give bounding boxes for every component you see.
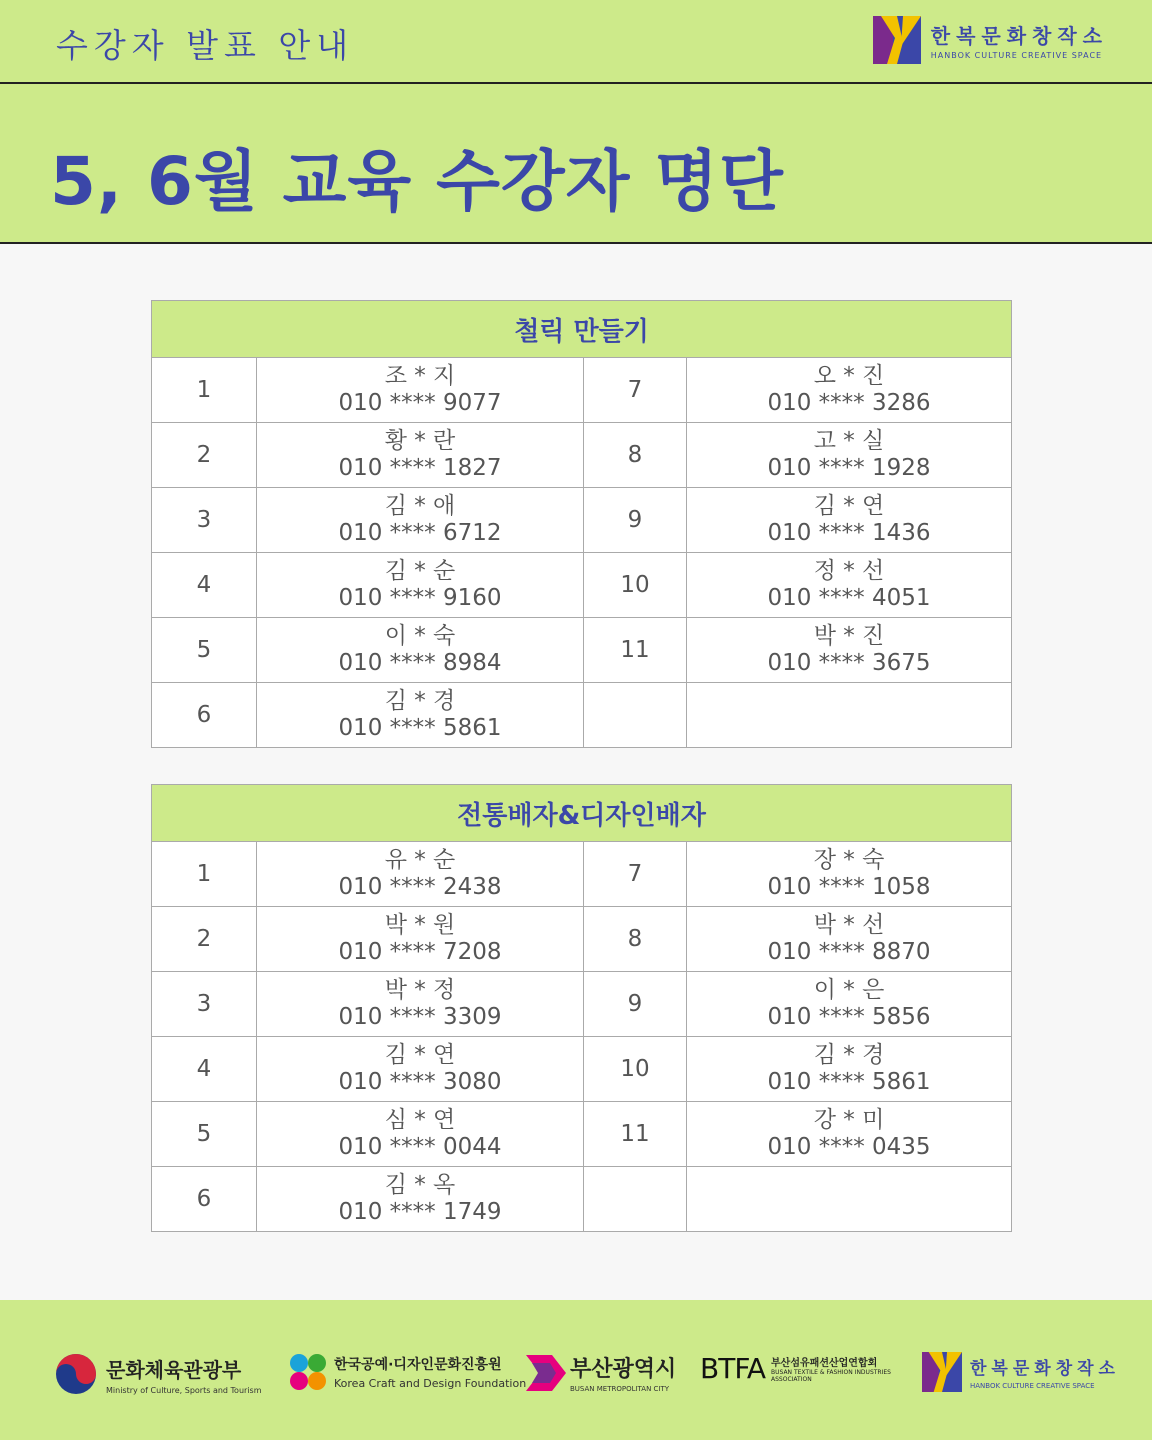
row-number xyxy=(584,1167,687,1232)
attendee-cell xyxy=(257,1102,584,1167)
attendee-name: 이 * 은 xyxy=(813,977,885,1003)
table-row xyxy=(152,842,1012,907)
row-number: 7 xyxy=(584,358,687,423)
row-number: 9 xyxy=(584,488,687,553)
row-number: 8 xyxy=(584,907,687,972)
table-row xyxy=(152,907,1012,972)
busan-name-english: BUSAN METROPOLITAN CITY xyxy=(570,1385,670,1393)
busan-mark-icon xyxy=(526,1355,566,1391)
row-number: 2 xyxy=(152,907,257,972)
attendee-phone: 010 **** 5856 xyxy=(767,1004,931,1030)
btfa-name: 부산섬유패션산업연합회 xyxy=(771,1358,878,1369)
attendee-cell xyxy=(257,358,584,423)
table-caption: 전통배자&디자인배자 xyxy=(152,785,1012,842)
attendee-phone: 010 **** 2438 xyxy=(338,874,502,900)
attendee-phone: 010 **** 7208 xyxy=(338,939,502,965)
attendee-phone: 010 **** 1058 xyxy=(767,874,931,900)
attendee-cell xyxy=(687,553,1012,618)
attendee-phone: 010 **** 1827 xyxy=(338,455,502,481)
attendee-cell xyxy=(687,972,1012,1037)
attendee-cell xyxy=(687,618,1012,683)
attendee-cell xyxy=(257,618,584,683)
taegeuk-icon xyxy=(54,1352,98,1396)
attendee-name: 김 * 경 xyxy=(384,688,456,714)
table-caption: 철릭 만들기 xyxy=(152,301,1012,358)
table-row xyxy=(152,358,1012,423)
attendee-phone: 010 **** 3675 xyxy=(767,650,931,676)
row-number: 1 xyxy=(152,842,257,907)
attendee-phone: 010 **** 6712 xyxy=(338,520,502,546)
attendee-name: 심 * 연 xyxy=(384,1107,456,1133)
attendee-name: 김 * 애 xyxy=(384,493,456,519)
hanbok-name-english: HANBOK CULTURE CREATIVE SPACE xyxy=(970,1382,1095,1390)
attendee-cell xyxy=(257,683,584,748)
attendee-name: 유 * 순 xyxy=(384,847,456,873)
attendee-name: 김 * 옥 xyxy=(384,1172,456,1198)
attendee-cell xyxy=(687,1167,1012,1232)
row-number: 5 xyxy=(152,618,257,683)
attendee-phone: 010 **** 0435 xyxy=(767,1134,931,1160)
btfa-mark: BTFA xyxy=(700,1352,766,1385)
row-number xyxy=(584,683,687,748)
attendee-phone: 010 **** 9077 xyxy=(338,390,502,416)
attendee-phone: 010 **** 1436 xyxy=(767,520,931,546)
footer-sponsors xyxy=(0,1300,1152,1440)
row-number: 4 xyxy=(152,553,257,618)
attendee-name: 장 * 숙 xyxy=(813,847,885,873)
attendee-cell xyxy=(257,972,584,1037)
attendee-phone: 010 **** 0044 xyxy=(338,1134,502,1160)
row-number: 3 xyxy=(152,488,257,553)
attendee-cell xyxy=(687,683,1012,748)
attendee-name: 고 * 실 xyxy=(813,428,885,454)
row-number: 8 xyxy=(584,423,687,488)
row-number: 10 xyxy=(584,553,687,618)
attendee-cell xyxy=(257,842,584,907)
table-row xyxy=(152,972,1012,1037)
attendee-phone: 010 **** 8984 xyxy=(338,650,502,676)
attendee-name: 이 * 숙 xyxy=(384,623,456,649)
attendee-phone: 010 **** 5861 xyxy=(338,715,502,741)
table-row xyxy=(152,488,1012,553)
attendee-name: 박 * 진 xyxy=(813,623,885,649)
mcst-name-english: Ministry of Culture, Sports and Tourism xyxy=(106,1385,262,1395)
kcdf-logo xyxy=(288,1352,526,1392)
kcdf-name-english: Korea Craft and Design Foundation xyxy=(334,1377,527,1390)
attendee-phone: 010 **** 8870 xyxy=(767,939,931,965)
hanbok-logo-icon xyxy=(873,16,921,64)
attendee-phone: 010 **** 1928 xyxy=(767,455,931,481)
attendee-name: 김 * 연 xyxy=(384,1042,456,1068)
attendee-cell xyxy=(687,1102,1012,1167)
attendee-phone: 010 **** 3080 xyxy=(338,1069,502,1095)
table-row xyxy=(152,683,1012,748)
page-subtitle: 수강자 발표 안내 xyxy=(56,26,355,65)
roster-table-cheollik xyxy=(151,300,1012,748)
row-number: 11 xyxy=(584,1102,687,1167)
attendee-name: 오 * 진 xyxy=(813,363,885,389)
attendee-phone: 010 **** 4051 xyxy=(767,585,931,611)
attendee-cell xyxy=(257,1167,584,1232)
brand-name: 한복문화창작소 xyxy=(930,24,1108,48)
attendee-cell xyxy=(257,553,584,618)
page-title: 5, 6월 교육 수강자 명단 xyxy=(50,143,784,220)
row-number: 6 xyxy=(152,683,257,748)
attendee-phone: 010 **** 3286 xyxy=(767,390,931,416)
attendee-name: 박 * 원 xyxy=(384,912,456,938)
row-number: 1 xyxy=(152,358,257,423)
busan-name: 부산광역시 xyxy=(570,1357,677,1382)
roster-table-baeja xyxy=(151,784,1012,1232)
attendee-cell xyxy=(687,423,1012,488)
mcst-name: 문화체육관광부 xyxy=(106,1357,242,1382)
attendee-cell xyxy=(687,842,1012,907)
kcdf-dots-icon xyxy=(288,1352,328,1392)
attendee-name: 정 * 선 xyxy=(813,558,885,584)
row-number: 3 xyxy=(152,972,257,1037)
row-number: 7 xyxy=(584,842,687,907)
row-number: 10 xyxy=(584,1037,687,1102)
row-number: 11 xyxy=(584,618,687,683)
attendee-name: 김 * 경 xyxy=(813,1042,885,1068)
attendee-cell xyxy=(687,907,1012,972)
attendee-name: 김 * 순 xyxy=(384,558,456,584)
hanbok-logo-icon xyxy=(922,1352,962,1392)
busan-logo xyxy=(526,1352,676,1393)
attendee-name: 김 * 연 xyxy=(813,493,885,519)
hanbok-name: 한복문화창작소 xyxy=(970,1359,1120,1379)
attendee-cell xyxy=(257,488,584,553)
attendee-phone: 010 **** 9160 xyxy=(338,585,502,611)
brand-name-english: HANBOK CULTURE CREATIVE SPACE xyxy=(930,51,1103,60)
attendee-phone: 010 **** 5861 xyxy=(767,1069,931,1095)
attendee-cell xyxy=(257,1037,584,1102)
attendee-name: 박 * 선 xyxy=(813,912,885,938)
row-number: 5 xyxy=(152,1102,257,1167)
table-row xyxy=(152,423,1012,488)
brand-logo xyxy=(873,16,1108,64)
table-row xyxy=(152,1102,1012,1167)
row-number: 2 xyxy=(152,423,257,488)
attendee-name: 강 * 미 xyxy=(813,1107,885,1133)
attendee-phone: 010 **** 1749 xyxy=(338,1199,502,1225)
row-number: 4 xyxy=(152,1037,257,1102)
btfa-logo xyxy=(700,1352,901,1385)
attendee-cell xyxy=(257,907,584,972)
table-row xyxy=(152,553,1012,618)
kcdf-name: 한국공예·디자인문화진흥원 xyxy=(334,1357,502,1373)
attendee-cell xyxy=(687,1037,1012,1102)
attendee-cell xyxy=(687,488,1012,553)
btfa-name-english: BUSAN TEXTILE & FASHION INDUSTRIES ASSOCIATION xyxy=(771,1369,891,1383)
attendee-name: 조 * 지 xyxy=(384,363,456,389)
title-bar xyxy=(0,84,1152,244)
attendee-name: 박 * 정 xyxy=(384,977,456,1003)
attendee-cell xyxy=(687,358,1012,423)
table-row xyxy=(152,1167,1012,1232)
table-row xyxy=(152,618,1012,683)
top-bar xyxy=(0,0,1152,84)
attendee-name: 황 * 란 xyxy=(384,428,456,454)
mcst-logo xyxy=(54,1352,262,1396)
row-number: 9 xyxy=(584,972,687,1037)
row-number: 6 xyxy=(152,1167,257,1232)
hanbok-footer-logo xyxy=(922,1352,1120,1392)
attendee-cell xyxy=(257,423,584,488)
table-row xyxy=(152,1037,1012,1102)
attendee-phone: 010 **** 3309 xyxy=(338,1004,502,1030)
